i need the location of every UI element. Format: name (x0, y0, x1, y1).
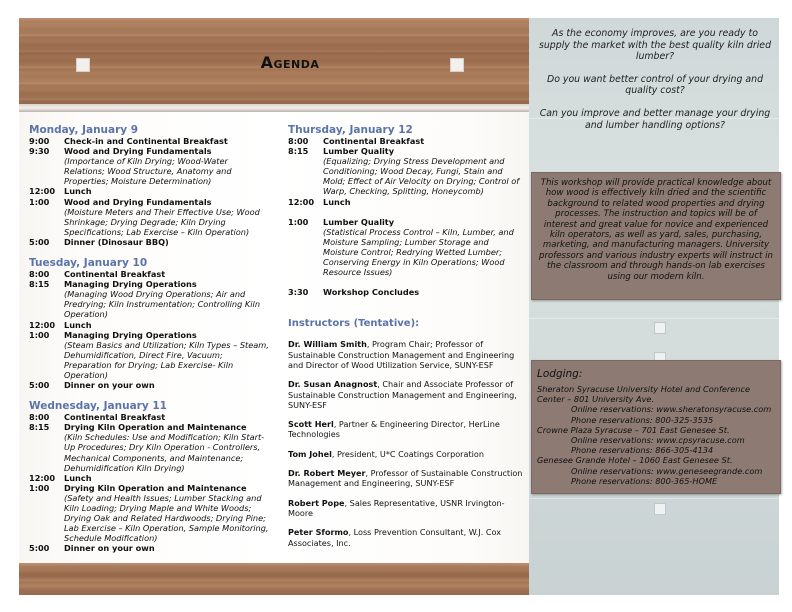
schedule-row (29, 136, 269, 146)
schedule-time: 8:15 (29, 279, 50, 290)
instructor-entry (288, 498, 523, 519)
instructor-entry (288, 468, 523, 489)
schedule-details: (Statistical Process Control – Kiln, Lumber, and Moisture Sampling; Lumber Storage and Moisture Control; Redrying Wetted Lumber; Conserving Energy in Kiln Operations; Wood Resource Issues) (323, 226, 514, 278)
schedule-event: Lunch (64, 186, 92, 197)
agenda-title: Agenda (260, 53, 320, 72)
lodging-line: Phone reservations: 800-365-HOME (571, 475, 718, 486)
schedule-row (29, 412, 269, 422)
lodging-line: Online reservations: www.sheratonsyracuse.com (571, 404, 772, 415)
schedule-event: Dinner on your own (64, 380, 155, 391)
instructor-role: , Professor of Sustainable Construction Management and Engineering, SUNY-ESF (288, 468, 523, 489)
thursday-schedule (288, 124, 523, 297)
schedule-row (29, 543, 269, 553)
schedule-event: Drying Kiln Operation and Maintenance (64, 422, 247, 433)
instructor-role: , Partner & Engineering Director, HerLine Technologies (288, 419, 500, 440)
intro-question-3: Can you improve and better manage your drying and lumber handling options? (539, 107, 771, 131)
lodging-line: Online reservations: www.geneseegrande.com (571, 465, 763, 476)
spacer (288, 277, 523, 287)
instructor-entry (288, 339, 523, 370)
schedule-row (29, 237, 269, 247)
instructor-name: Tom Johel (288, 448, 332, 459)
schedule-time: 8:15 (29, 422, 50, 433)
instructor-name: Robert Pope (288, 497, 345, 508)
instructor-name: Dr. Susan Anagnost (288, 379, 378, 390)
schedule-event: Wood and Drying Fundamentals (64, 196, 212, 207)
schedule-event: Continental Breakfast (323, 136, 425, 146)
day-heading: Thursday, January 12 (288, 124, 413, 136)
schedule-row (29, 380, 269, 390)
instructor-role: , Program Chair; Professor of Sustainable Construction Management and Engineering and Director of Wood Utilization Service, SUNY-ESF (288, 339, 515, 370)
wood-footer-band (19, 563, 529, 595)
schedule-row (29, 197, 269, 207)
schedule-row (29, 269, 269, 279)
schedule-row (288, 136, 523, 146)
schedule-row (288, 146, 523, 156)
schedule-row (29, 330, 269, 340)
instructor-name: Dr. Robert Meyer (288, 468, 366, 479)
intro-question-2: Do you want better control of your drying and quality cost? (546, 73, 764, 97)
schedule-event: Dinner on your own (64, 543, 155, 554)
lodging-line: Phone reservations: 866-305-4134 (571, 445, 714, 456)
schedule-row (29, 473, 269, 483)
instructor-list (288, 339, 523, 547)
schedule-event: Lunch (64, 319, 92, 330)
schedule-event: Check-in and Continental Breakfast (64, 136, 228, 146)
schedule-time: 8:15 (288, 146, 309, 157)
schedule-row (288, 217, 523, 227)
schedule-time: 5:00 (29, 543, 50, 554)
decorative-mark (654, 322, 666, 334)
schedule-event: Drying Kiln Operation and Maintenance (64, 482, 247, 493)
decorative-mark (654, 503, 666, 515)
instructor-name: Dr. William Smith (288, 339, 367, 350)
instructor-entry (288, 449, 523, 459)
spacer (29, 390, 269, 400)
instructors-title: Instructors (Tentative): (288, 318, 420, 330)
header-trim (19, 104, 529, 112)
intro-question-1: As the economy improves, are you ready to supply the market with the best quality kiln dried lumber? (538, 28, 772, 63)
schedule-row (29, 320, 269, 330)
instructor-name: Scott Herl (288, 419, 334, 430)
schedule-time: 9:00 (29, 136, 50, 146)
schedule-time: 8:00 (288, 136, 309, 146)
instructor-role: , President, U*C Coatings Corporation (331, 448, 484, 459)
schedule-event: Continental Breakfast (64, 269, 166, 280)
schedule-details: (Equalizing; Drying Stress Development and Conditioning; Wood Decay, Fungi, Stain and Mold; Effect of Air Velocity on Drying; Control of Warp, Checking, Splitting, Honeycomb) (323, 156, 520, 197)
instructor-entry (288, 379, 523, 410)
schedule-details: (Importance of Kiln Drying; Wood-Water Relations; Wood Structure, Anatomy and Properties; Moisture Determination) (64, 156, 232, 187)
schedule-time: 9:30 (29, 146, 50, 157)
schedule-time: 12:00 (288, 196, 315, 207)
schedule-time: 1:00 (29, 482, 50, 493)
schedule-details: (Safety and Health Issues; Lumber Stacking and Kiln Loading; Drying Maple and White Woods; Drying Oak and Related Hardwoods; Drying Pine; Lab Exercise – Kiln Operation, Sample Monitoring, Schedule Modification) (64, 492, 269, 544)
workshop-description: This workshop will provide practical knowledge about how wood is effectively kiln dried and the scientific background to related wood properties and drying processes. The instruction and topics will be of interest and great value for novice and experienced kiln operators, as well as yard, sales, purchasing, marketing, and manufacturing managers. University professors and various industry experts will instruct in the classroom and through hands-on lab exercises using our modern kiln. (538, 178, 773, 282)
schedule-time: 5:00 (29, 236, 50, 247)
spacer (29, 247, 269, 257)
spacer (288, 207, 523, 217)
schedule-details: (Steam Basics and Utilization; Kiln Types – Steam, Dehumidification, Direct Fire, Vacuum; Preparation for Drying; Lab Exercise- Kiln Operation) (64, 339, 269, 380)
schedule-event: Managing Drying Operations (64, 279, 197, 290)
schedule-event: Lumber Quality (323, 216, 395, 227)
schedule-row (288, 287, 523, 297)
schedule-event: Wood and Drying Fundamentals (64, 146, 212, 157)
schedule-event: Workshop Concludes (323, 287, 420, 298)
schedule-row (288, 197, 523, 207)
day-heading: Tuesday, January 10 (29, 257, 148, 270)
decorative-tab-right (450, 58, 464, 72)
schedule-time: 3:30 (288, 287, 309, 298)
decorative-tab-left (76, 58, 90, 72)
agenda-column-left (29, 124, 269, 553)
lodging-title: Lodging: (537, 368, 583, 380)
agenda-column-right (288, 124, 523, 557)
schedule-time: 1:00 (29, 329, 50, 340)
schedule-row (29, 279, 269, 289)
schedule-row (29, 146, 269, 156)
schedule-time: 8:00 (29, 412, 50, 423)
schedule-details: (Kiln Schedules: Use and Modification; Kiln Start-Up Procedures; Dry Kiln Operation - Controllers, Mechanical Components, and Maintenance; Dehumidification Kiln Drying) (64, 432, 265, 473)
lodging-line: Sheraton Syracuse University Hotel and Conference Center – 801 University Ave. (537, 384, 751, 405)
lodging-line: Crowne Plaza Syracuse – 701 East Genesee St. (537, 424, 730, 435)
schedule-time: 1:00 (288, 216, 309, 227)
schedule-time: 8:00 (29, 269, 50, 280)
schedule-event: Dinner (Dinosaur BBQ) (64, 236, 169, 247)
schedule-time: 12:00 (29, 186, 56, 197)
intro-questions (537, 28, 773, 142)
instructor-entry (288, 419, 523, 440)
schedule-row (29, 186, 269, 196)
instructor-role: , Sales Representative, USNR Irvington-Moore (288, 497, 505, 518)
schedule-time: 12:00 (29, 319, 56, 330)
day-heading: Monday, January 9 (29, 124, 139, 136)
schedule-time: 5:00 (29, 380, 50, 391)
schedule-time: 1:00 (29, 196, 50, 207)
lodging-line: Genesee Grande Hotel – 1060 East Genesee St. (537, 455, 733, 466)
schedule-row (29, 422, 269, 432)
schedule-event: Lunch (323, 196, 351, 207)
instructor-entry (288, 527, 523, 548)
schedule-event: Lumber Quality (323, 146, 395, 157)
lodging-line: Online reservations: www.cpsyracuse.com (571, 435, 745, 446)
schedule-event: Lunch (64, 472, 92, 483)
schedule-time: 12:00 (29, 472, 56, 483)
instructor-role: , Chair and Associate Professor of Sustainable Construction Management and Engineering, SUNY-ESF (288, 379, 517, 410)
schedule-event: Managing Drying Operations (64, 329, 197, 340)
instructor-name: Peter Sformo (288, 527, 349, 538)
day-heading: Wednesday, January 11 (29, 400, 167, 413)
lodging-line: Phone reservations: 800-325-3535 (571, 414, 714, 425)
schedule-details: (Managing Wood Drying Operations; Air and Predrying; Kiln Instrumentation; Controlling Kiln Operation) (64, 289, 261, 320)
schedule-event: Continental Breakfast (64, 412, 166, 423)
schedule-details: (Moisture Meters and Their Effective Use; Wood Shrinkage; Drying Degrade; Kiln Drying Specifications; Lab Exercise – Kiln Operation) (64, 206, 260, 237)
lodging-list (537, 384, 777, 486)
schedule-row (29, 483, 269, 493)
instructor-role: , Loss Prevention Consultant, W.J. Cox Associates, Inc. (288, 527, 502, 548)
